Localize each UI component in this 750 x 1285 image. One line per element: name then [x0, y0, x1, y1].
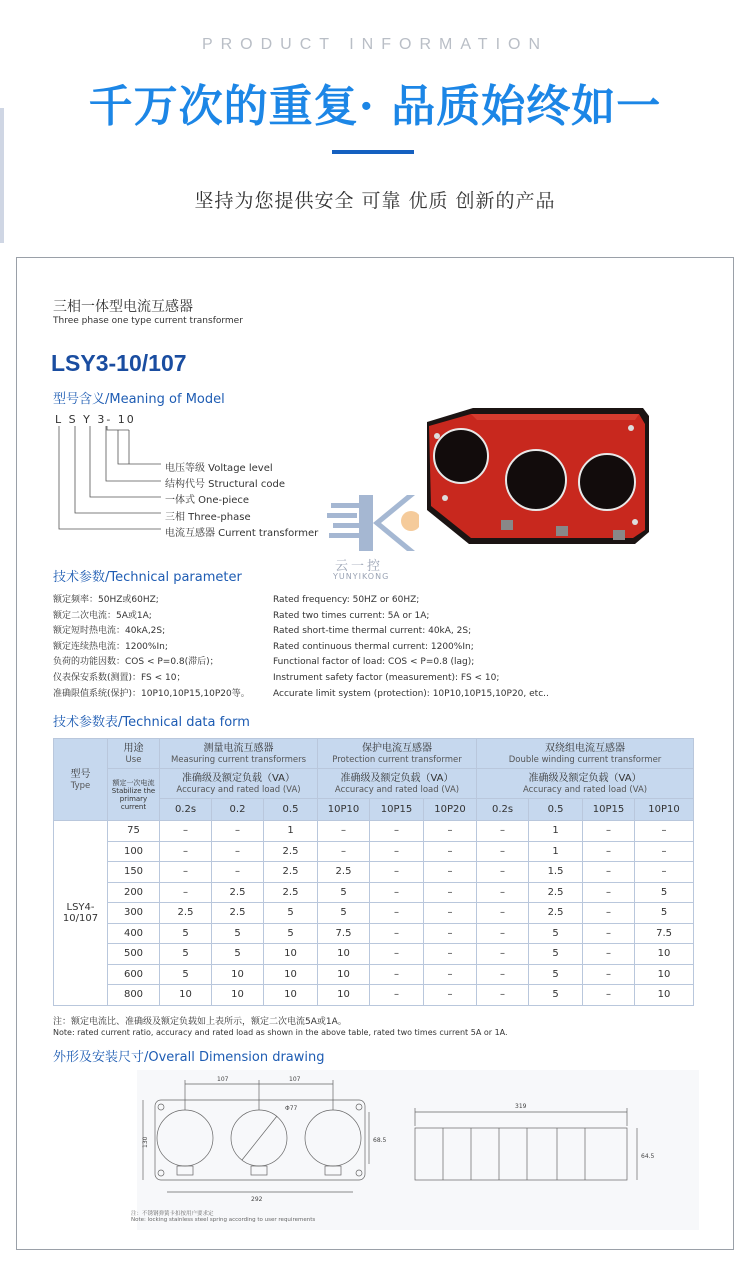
tech-param-cn: 额定短时热电流：40kA,2S;: [53, 626, 166, 637]
tech-params-cn: [53, 593, 250, 702]
tech-param-cn: 额定二次电流：5A或1A;: [53, 610, 152, 621]
table-cell: –: [583, 964, 635, 985]
meaning-current-transformer: 电流互感器 Current transformer: [165, 528, 319, 539]
table-row: [54, 882, 694, 903]
subcol-header: 0.2s: [160, 799, 212, 821]
table-cell: –: [424, 841, 477, 862]
subcol-header: 10P10: [635, 799, 694, 821]
table-cell: 5: [264, 903, 318, 924]
table-cell: 10: [318, 985, 370, 1006]
table-cell: –: [635, 862, 694, 883]
tech-param-en: Rated frequency: 50HZ or 60HZ;: [273, 595, 420, 605]
table-cell: 5: [160, 923, 212, 944]
table-cell: –: [160, 821, 212, 842]
table-row: [54, 821, 694, 842]
model-code: L S Y 3- 10: [55, 413, 136, 426]
table-cell: 5: [160, 944, 212, 965]
table-cell: 5: [635, 882, 694, 903]
dim-292: 292: [251, 1196, 263, 1203]
table-cell: 5: [635, 903, 694, 924]
accuracy-header-measuring: 准确级及额定负载（VA） Accuracy and rated load (VA): [160, 769, 318, 799]
tech-param-en: Rated two times current: 5A or 1A;: [273, 610, 430, 621]
tech-param-cn: 额定连续热电流：1200%In;: [53, 641, 168, 652]
subcol-header: 10P20: [424, 799, 477, 821]
subcol-header: 10P10: [318, 799, 370, 821]
table-cell: 5: [529, 944, 583, 965]
table-cell: 2.5: [212, 903, 264, 924]
product-card: [16, 257, 734, 1250]
meaning-three-phase: 三相 Three-phase: [165, 512, 251, 523]
subcol-header: 0.5: [264, 799, 318, 821]
table-cell: –: [370, 882, 424, 903]
dimension-heading: 外形及安装尺寸/Overall Dimension drawing: [53, 1050, 325, 1065]
primary-current-cell: 150: [108, 862, 160, 883]
watermark-en: YUNYIKONG: [333, 572, 390, 581]
table-cell: –: [370, 985, 424, 1006]
table-row: [54, 964, 694, 985]
table-cell: –: [370, 862, 424, 883]
tech-param-en: Functional factor of load: COS < P=0.8 (lag);: [273, 657, 475, 668]
table-cell: –: [477, 944, 529, 965]
subcol-header: 0.5: [529, 799, 583, 821]
table-cell: –: [370, 821, 424, 842]
table-cell: –: [370, 841, 424, 862]
table-cell: 5: [160, 964, 212, 985]
table-cell: 10: [264, 964, 318, 985]
tech-heading: 技术参数/Technical parameter: [53, 570, 242, 585]
table-cell: –: [370, 944, 424, 965]
group-double-winding: 双绕组电流互感器 Double winding current transformer: [477, 739, 694, 769]
product-model: LSY3-10/107: [51, 350, 187, 376]
tech-param-cn: 准确限值系统(保护)：10P10,10P15,10P20等。: [53, 688, 250, 699]
table-cell: –: [370, 964, 424, 985]
table-cell: –: [635, 841, 694, 862]
table-heading: 技术参数表/Technical data form: [53, 715, 250, 730]
table-cell: 2.5: [318, 862, 370, 883]
model-cell: LSY4-10/107: [54, 821, 108, 1006]
table-cell: –: [370, 923, 424, 944]
drawing-note-cn: 注：不锈钢弹簧卡扣按用户要求定: [131, 1211, 214, 1217]
table-row: [54, 985, 694, 1006]
table-cell: –: [424, 964, 477, 985]
table-cell: –: [477, 841, 529, 862]
group-protection: 保护电流互感器 Protection current transformer: [318, 739, 477, 769]
table-cell: –: [477, 903, 529, 924]
table-cell: 1.5: [529, 862, 583, 883]
primary-current-cell: 75: [108, 821, 160, 842]
tech-param-cn: 额定频率：50HZ或60HZ;: [53, 595, 159, 605]
header-chinese-title: 千万次的重复· 品质始终如一: [88, 81, 662, 132]
table-row: [54, 862, 694, 883]
model-code-bracket-lines: [53, 426, 165, 538]
primary-current-header: 额定一次电流 Stabilize the primary current: [108, 769, 160, 821]
use-header: 用途 Use: [108, 739, 160, 769]
meaning-one-piece: 一体式 One-piece: [165, 495, 250, 506]
table-cell: 2.5: [529, 882, 583, 903]
table-row: [54, 923, 694, 944]
dim-68-5: 68.5: [373, 1137, 387, 1144]
tech-params-en: [273, 593, 549, 702]
product-title-cn: 三相一体型电流互感器: [53, 299, 193, 315]
table-cell: 5: [529, 985, 583, 1006]
table-cell: –: [424, 882, 477, 903]
table-cell: –: [424, 821, 477, 842]
primary-current-cell: 100: [108, 841, 160, 862]
header-english-title: PRODUCT INFORMATION: [201, 36, 549, 53]
table-cell: 5: [212, 944, 264, 965]
dim-319: 319: [515, 1103, 527, 1110]
table-cell: –: [424, 903, 477, 924]
table-cell: 10: [264, 985, 318, 1006]
accuracy-header-double: 准确级及额定负载（VA） Accuracy and rated load (VA): [477, 769, 694, 799]
tech-param-en: Rated continuous thermal current: 1200%In;: [273, 641, 474, 652]
product-photo: [421, 406, 653, 546]
table-cell: –: [370, 903, 424, 924]
table-cell: 5: [529, 964, 583, 985]
table-row: [54, 841, 694, 862]
header-subtitle: 坚持为您提供安全 可靠 优质 创新的产品: [194, 190, 556, 212]
table-cell: 1: [529, 821, 583, 842]
meaning-structural-code: 结构代号 Structural code: [165, 479, 285, 490]
table-cell: –: [160, 841, 212, 862]
dimension-drawing: [137, 1070, 699, 1230]
table-cell: 2.5: [264, 862, 318, 883]
table-cell: –: [583, 882, 635, 903]
table-cell: 2.5: [264, 841, 318, 862]
tech-param-cn: 负荷的功能因数：COS < P=0.8(滞后)；: [53, 657, 219, 668]
table-cell: 2.5: [264, 882, 318, 903]
table-cell: 7.5: [318, 923, 370, 944]
table-cell: 5: [529, 923, 583, 944]
table-cell: 10: [212, 964, 264, 985]
primary-current-cell: 400: [108, 923, 160, 944]
subcol-header: 10P15: [583, 799, 635, 821]
table-cell: 10: [318, 944, 370, 965]
table-cell: –: [635, 821, 694, 842]
table-cell: –: [583, 944, 635, 965]
table-cell: –: [477, 923, 529, 944]
primary-current-cell: 600: [108, 964, 160, 985]
table-cell: –: [212, 841, 264, 862]
tech-param-cn: 仪表保安系数(测置)：FS < 10；: [53, 672, 186, 683]
group-measuring: 测量电流互感器 Measuring current transformers: [160, 739, 318, 769]
type-header: 型号 Type: [54, 739, 108, 821]
table-cell: 10: [318, 964, 370, 985]
table-cell: –: [583, 862, 635, 883]
tech-param-en: Accurate limit system (protection): 10P10,10P15,10P20, etc..: [273, 688, 549, 699]
dim-phi77: Φ77: [285, 1105, 298, 1112]
table-row: [54, 944, 694, 965]
table-cell: –: [424, 862, 477, 883]
table-note-en: Note: rated current ratio, accuracy and rated load as shown in the above table, rated two times current 5A or 1A.: [53, 1028, 508, 1037]
table-cell: 1: [264, 821, 318, 842]
primary-current-cell: 500: [108, 944, 160, 965]
subcol-header: 0.2: [212, 799, 264, 821]
subcol-header: 0.2s: [477, 799, 529, 821]
table-cell: –: [212, 862, 264, 883]
subcol-header: 10P15: [370, 799, 424, 821]
meaning-heading: 型号含义/Meaning of Model: [53, 392, 225, 407]
table-cell: 10: [635, 964, 694, 985]
technical-data-table: [53, 738, 694, 1006]
table-cell: –: [424, 923, 477, 944]
table-cell: –: [583, 841, 635, 862]
table-row: [54, 903, 694, 924]
dim-130: 130: [142, 1136, 149, 1148]
table-cell: –: [583, 985, 635, 1006]
table-cell: –: [477, 964, 529, 985]
table-cell: –: [160, 882, 212, 903]
table-cell: 10: [212, 985, 264, 1006]
table-cell: 5: [318, 903, 370, 924]
product-title-en: Three phase one type current transformer: [53, 316, 243, 326]
table-cell: –: [160, 862, 212, 883]
table-cell: –: [583, 923, 635, 944]
table-cell: –: [477, 985, 529, 1006]
table-cell: 10: [635, 985, 694, 1006]
drawing-note-en: Note: locking stainless steel spring according to user requirements: [131, 1217, 316, 1223]
table-cell: 1: [529, 841, 583, 862]
dim-107-left: 107: [217, 1076, 229, 1083]
table-cell: –: [424, 985, 477, 1006]
table-cell: 10: [635, 944, 694, 965]
table-cell: –: [318, 841, 370, 862]
dim-64-5: 64.5: [641, 1153, 655, 1160]
table-cell: 7.5: [635, 923, 694, 944]
table-note-cn: 注：额定电流比、准确级及额定负载如上表所示，额定二次电流5A或1A。: [53, 1017, 347, 1027]
watermark-cn: 云一控: [335, 559, 384, 574]
table-cell: –: [318, 821, 370, 842]
table-cell: –: [477, 862, 529, 883]
header-underline: [332, 150, 414, 154]
table-cell: 10: [160, 985, 212, 1006]
table-cell: 10: [264, 944, 318, 965]
meaning-voltage-level: 电压等级 Voltage level: [165, 463, 273, 474]
dim-107-right: 107: [289, 1076, 301, 1083]
yunyikong-logo-icon: [327, 495, 419, 557]
table-cell: 5: [318, 882, 370, 903]
table-cell: –: [477, 821, 529, 842]
table-cell: 5: [212, 923, 264, 944]
tech-param-en: Instrument safety factor (measurement): FS < 10;: [273, 672, 500, 683]
primary-current-cell: 200: [108, 882, 160, 903]
table-cell: –: [583, 903, 635, 924]
table-cell: –: [583, 821, 635, 842]
accuracy-header-protection: 准确级及额定负载（VA） Accuracy and rated load (VA): [318, 769, 477, 799]
table-cell: –: [477, 882, 529, 903]
table-cell: 2.5: [212, 882, 264, 903]
primary-current-cell: 800: [108, 985, 160, 1006]
table-cell: –: [424, 944, 477, 965]
table-cell: –: [212, 821, 264, 842]
table-cell: 5: [264, 923, 318, 944]
tech-param-en: Rated short-time thermal current: 40kA, 2S;: [273, 626, 472, 637]
primary-current-cell: 300: [108, 903, 160, 924]
table-cell: 2.5: [160, 903, 212, 924]
table-cell: 2.5: [529, 903, 583, 924]
